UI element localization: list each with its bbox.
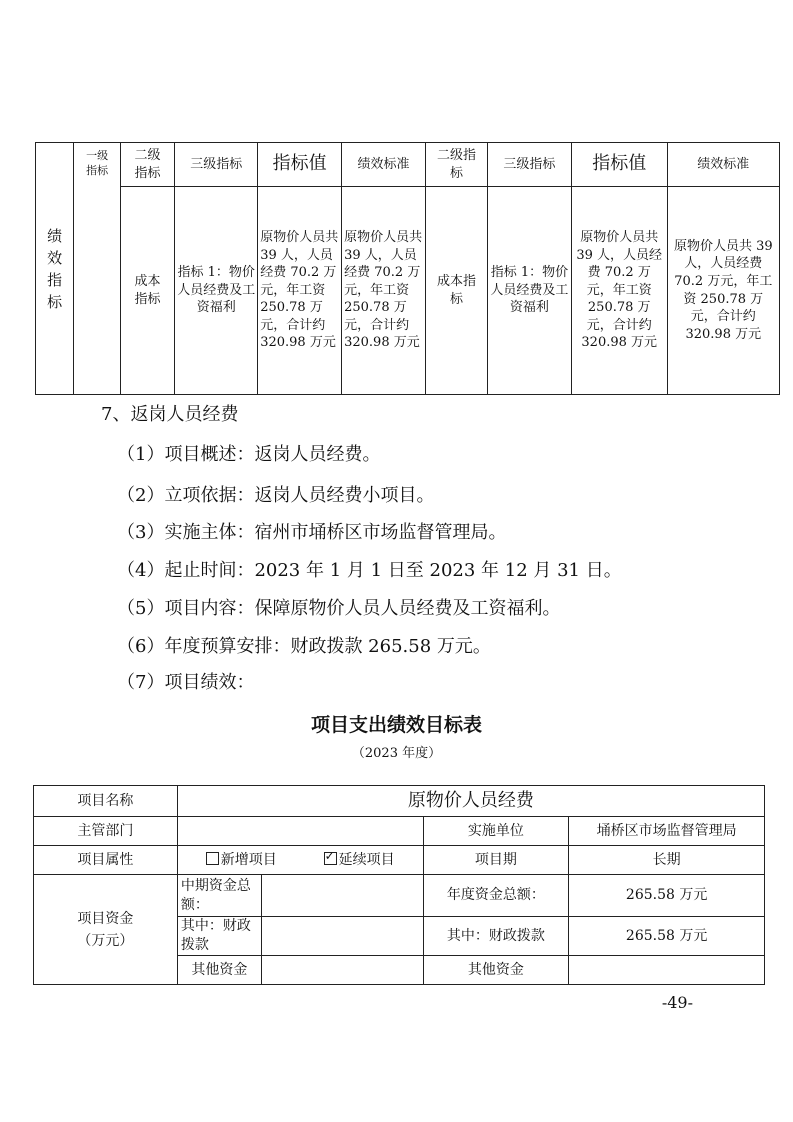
- header-level2: 二级指标: [120, 143, 174, 187]
- dept-label: 主管部门: [34, 817, 178, 846]
- mid-other-label: 其他资金: [177, 956, 261, 985]
- annual-total-value: 265.58 万元: [569, 875, 765, 917]
- page-number: -49-: [661, 993, 693, 1012]
- project-name-value: 原物价人员经费: [177, 786, 764, 817]
- mid-fiscal-value: [261, 917, 423, 956]
- mid-fiscal-label: 其中：财政拨款: [177, 917, 261, 956]
- item-overview: （1）项目概述：返岗人员经费。: [117, 444, 381, 465]
- new-project-checkbox[interactable]: [206, 852, 219, 865]
- period-value: 长期: [569, 846, 765, 875]
- cell-level2-b: 成本指标: [426, 187, 488, 395]
- attr-options: [177, 846, 423, 875]
- annual-fiscal-value: 265.58 万元: [569, 917, 765, 956]
- item-basis: （2）立项依据：返岗人员经费小项目。: [117, 485, 435, 506]
- item-content: （5）项目内容：保障原物价人员人员经费及工资福利。: [117, 598, 561, 619]
- item-period: （4）起止时间：2023 年 1 月 1 日至 2023 年 12 月 31 日。: [117, 560, 622, 581]
- cell-level3: 指标 1：物价人员经费及工资福利: [175, 187, 258, 395]
- cell-standard: 原物价人员共 39 人，人员经费 70.2 万元，年工资 250.78 万元，合计约 320.98 万元: [342, 187, 426, 395]
- header-value-b: 指标值: [571, 143, 667, 187]
- annual-other-value: [569, 956, 765, 985]
- cell-value-b: 原物价人员共 39 人，人员经费 70.2 万元，年工资 250.78 万元，合计约 320.98 万元: [571, 187, 667, 395]
- performance-indicator-table: [35, 142, 780, 395]
- header-level1: 一级指标: [74, 143, 121, 395]
- cell-value: 原物价人员共 39 人，人员经费 70.2 万元，年工资 250.78 万元，合计约 320.98 万元: [258, 187, 342, 395]
- annual-fiscal-label: 其中：财政拨款: [423, 917, 569, 956]
- item-implementer: （3）实施主体：宿州市埇桥区市场监督管理局。: [117, 522, 507, 543]
- goal-table: [33, 785, 765, 985]
- header-level3: 三级指标: [175, 143, 258, 187]
- dept-value: [177, 817, 423, 846]
- mid-other-value: [261, 956, 423, 985]
- impl-label: 实施单位: [423, 817, 569, 846]
- item-budget: （6）年度预算安排：财政拨款 265.58 万元。: [117, 636, 491, 657]
- header-level2-b: 二级指标: [426, 143, 488, 187]
- impl-value: 埇桥区市场监督管理局: [569, 817, 765, 846]
- item-performance: （7）项目绩效：: [117, 672, 255, 693]
- project-name-label: 项目名称: [34, 786, 178, 817]
- side-label-cell: [36, 143, 74, 395]
- mid-total-label: 中期资金总额：: [177, 875, 261, 917]
- mid-total-value: [261, 875, 423, 917]
- continue-project-checkbox[interactable]: [324, 852, 337, 865]
- attr-label: 项目属性: [34, 846, 178, 875]
- header-standard: 绩效标准: [342, 143, 426, 187]
- funds-label: 项目资金（万元）: [34, 875, 178, 985]
- annual-other-label: 其他资金: [423, 956, 569, 985]
- cell-level3-b: 指标 1：物价人员经费及工资福利: [487, 187, 571, 395]
- cell-level2: 成本指标: [120, 187, 174, 395]
- annual-total-label: 年度资金总额：: [423, 875, 569, 917]
- cell-standard-b: 原物价人员共 39 人，人员经费 70.2 万元，年工资 250.78 万元，合计约 320.98 万元: [667, 187, 779, 395]
- side-label: 绩效指标: [47, 226, 63, 311]
- header-standard-b: 绩效标准: [667, 143, 779, 187]
- header-value: 指标值: [258, 143, 342, 187]
- goal-table-title: 项目支出绩效目标表: [310, 714, 482, 736]
- continue-project-label: 延续项目: [338, 851, 395, 868]
- goal-table-subtitle: （2023 年度）: [351, 746, 442, 761]
- period-label: 项目期: [423, 846, 569, 875]
- section-heading: 7、返岗人员经费: [101, 404, 239, 425]
- header-level3-b: 三级指标: [487, 143, 571, 187]
- new-project-label: 新增项目: [220, 851, 277, 868]
